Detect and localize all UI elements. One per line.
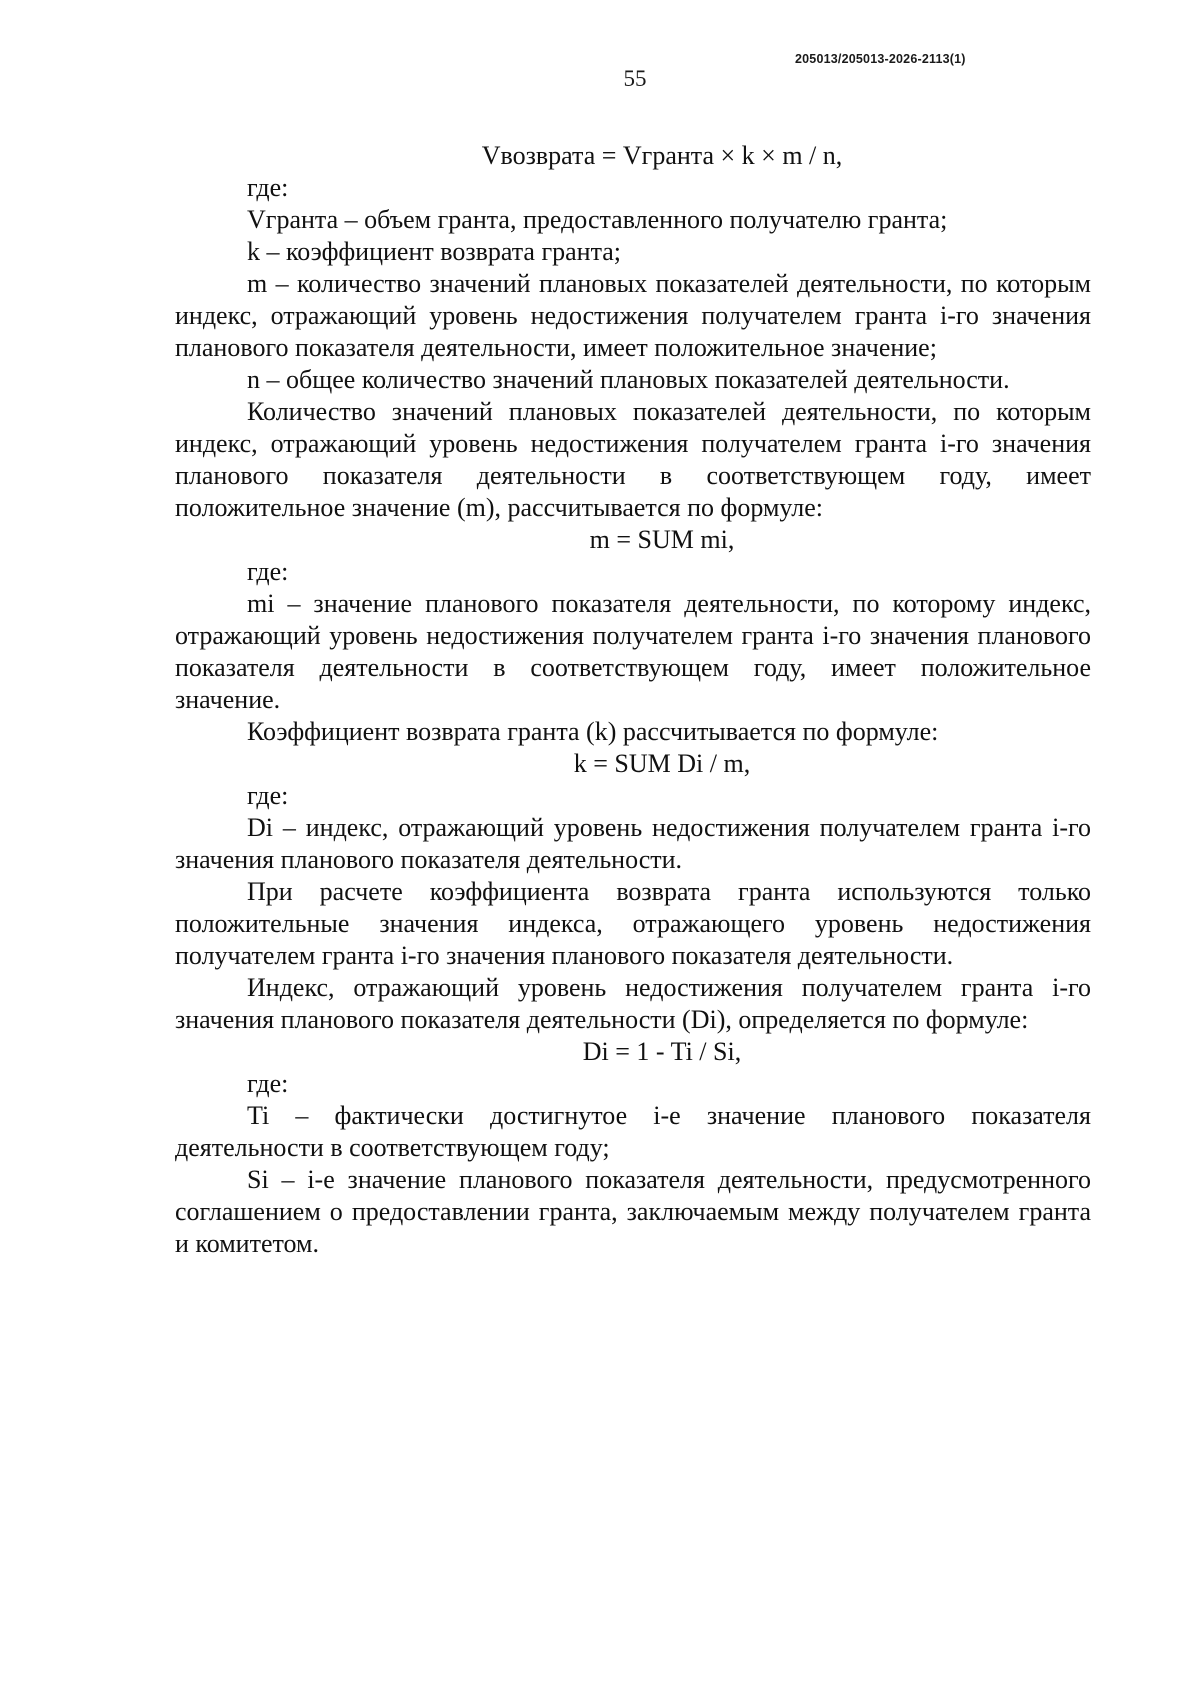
- definition-ti: Ti – фактически достигнутое i-е значение планового показателя деятельности в соответствующем году;: [175, 1101, 1091, 1162]
- where-label: где:: [247, 781, 289, 810]
- definition-mi: mi – значение планового показателя деятельности, по которому индекс, отражающий уровень недостижения получателем гранта i-го значения планового показателя деятельности в соответствующем году, имеет положительное значение.: [175, 589, 1091, 714]
- definition-v-grant: Vгранта – объем гранта, предоставленного получателю гранта;: [247, 205, 948, 234]
- paragraph-count-m: Количество значений плановых показателей деятельности, по которым индекс, отражающий уровень недостижения получателем гранта i-го значения планового показателя деятельности в соответствующем году, имеет положительное значение (m), рассчитывается по формуле:: [175, 397, 1091, 522]
- definition-n: n – общее количество значений плановых показателей деятельности.: [247, 365, 1010, 394]
- definition-di: Di – индекс, отражающий уровень недостижения получателем гранта i-го значения планового показателя деятельности.: [175, 813, 1091, 874]
- definition-si: Si – i-е значение планового показателя деятельности, предусмотренного соглашением о предоставлении гранта, заключаемым между получателем гранта и комитетом.: [175, 1165, 1091, 1258]
- where-label: где:: [247, 1069, 289, 1098]
- formula-return-volume: Vвозврата = Vгранта × k × m / n,: [481, 141, 843, 170]
- paragraph-positive-values: При расчете коэффициента возврата гранта используются только положительные значения индекса, отражающего уровень недостижения получателем гранта i-го значения планового показателя деятельности.: [175, 877, 1091, 970]
- document-id: 205013/205013-2026-2113(1): [795, 52, 966, 66]
- formula-di: Di = 1 - Ti / Si,: [582, 1037, 742, 1066]
- where-label: где:: [247, 173, 289, 202]
- page-number: 55: [623, 66, 647, 91]
- where-label: где:: [247, 557, 289, 586]
- document-body: [175, 140, 1091, 1260]
- formula-k: k = SUM Di / m,: [573, 749, 751, 778]
- paragraph-index-di: Индекс, отражающий уровень недостижения получателем гранта i-го значения планового показателя деятельности (Di), определяется по формуле:: [175, 973, 1091, 1034]
- paragraph-coef-k: Коэффициент возврата гранта (k) рассчитывается по формуле:: [247, 717, 939, 746]
- definition-k: k – коэффициент возврата гранта;: [247, 237, 622, 266]
- definition-m: m – количество значений плановых показателей деятельности, по которым индекс, отражающий уровень недостижения получателем гранта i-го значения планового показателя деятельности, имеет положительное значение;: [175, 269, 1091, 362]
- formula-m: m = SUM mi,: [589, 525, 735, 554]
